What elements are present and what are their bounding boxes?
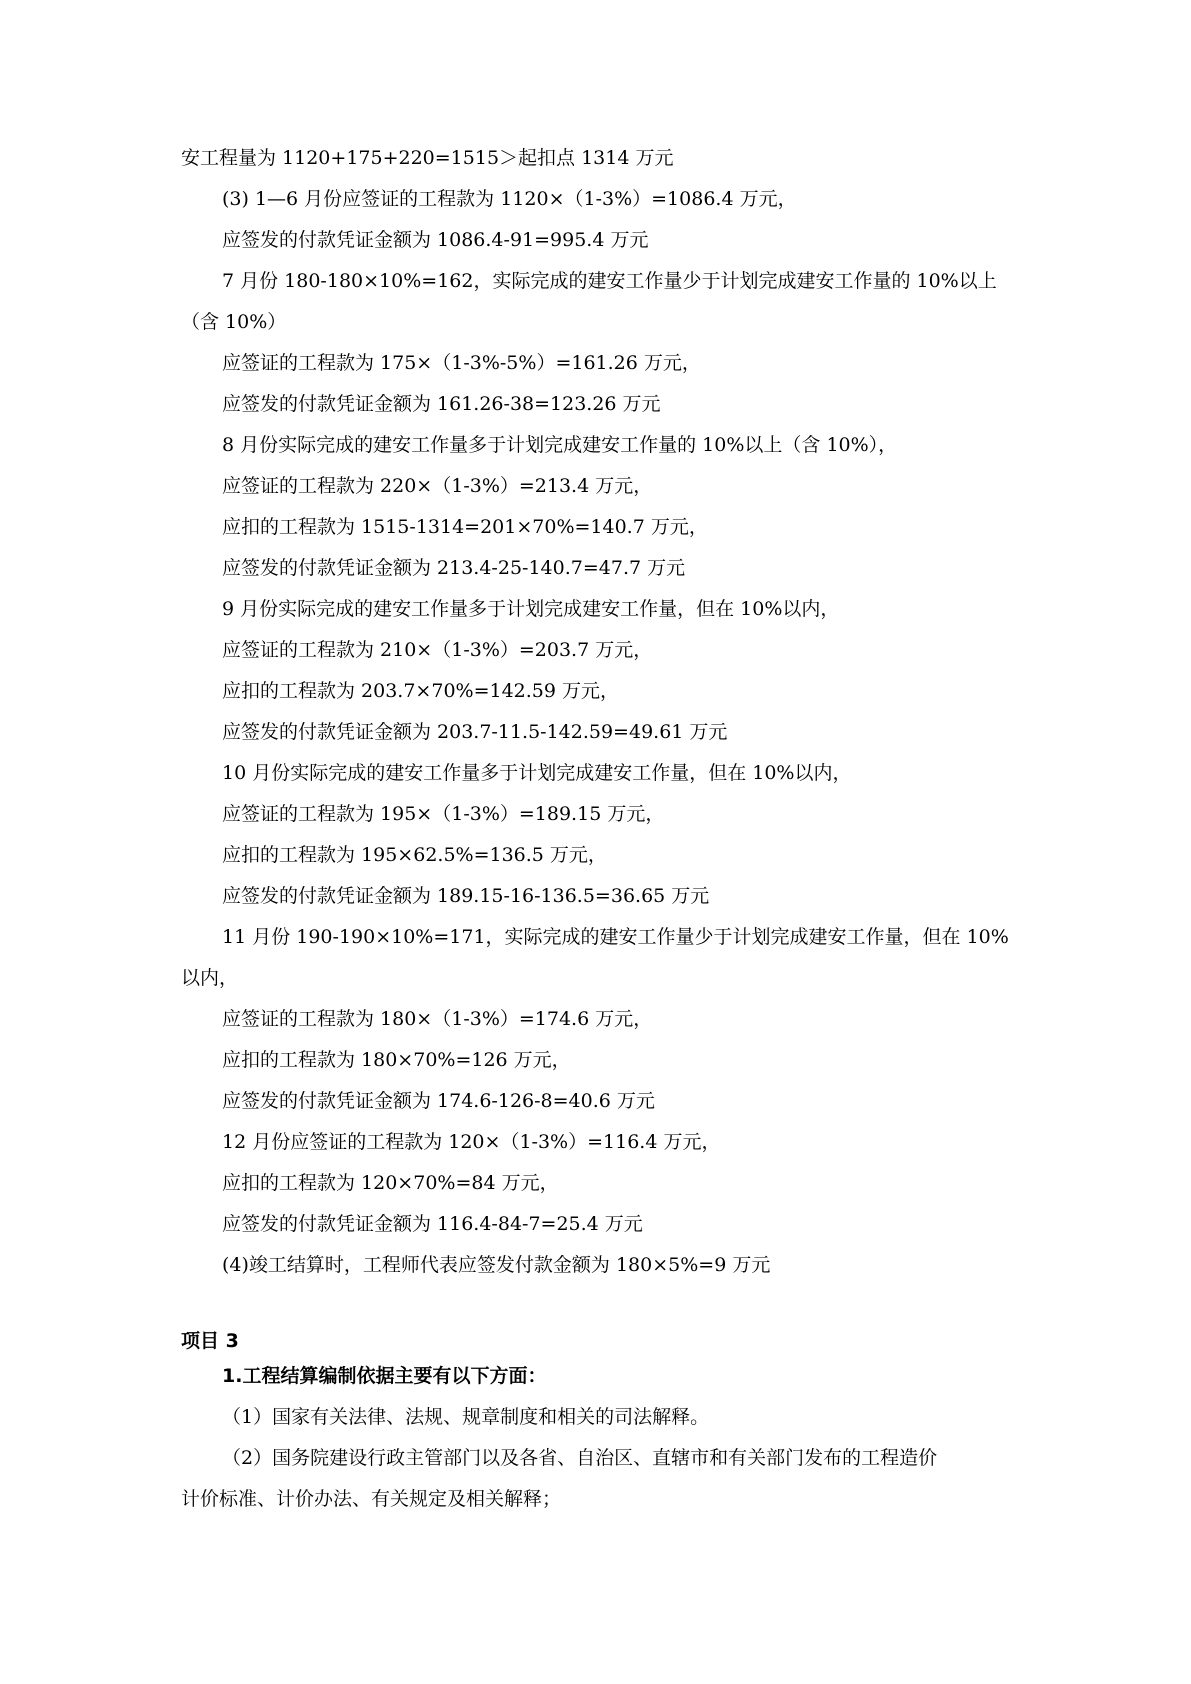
text-line: 应签发的付款凭证金额为 116.4-84-7=25.4 万元 xyxy=(222,1213,643,1235)
text-line: 应签证的工程款为 220×（1-3%）=213.4 万元， xyxy=(222,475,653,497)
text-line: 应签证的工程款为 175×（1-3%-5%）=161.26 万元， xyxy=(222,352,701,374)
text-line: 应扣的工程款为 180×70%=126 万元， xyxy=(222,1049,571,1071)
text-line: 应签发的付款凭证金额为 213.4-25-140.7=47.7 万元 xyxy=(222,557,686,579)
text-line: 10 月份实际完成的建安工作量多于计划完成建安工作量，但在 10%以内， xyxy=(222,762,852,784)
text-line: 应签发的付款凭证金额为 203.7-11.5-142.59=49.61 万元 xyxy=(222,721,728,743)
text-line: 应扣的工程款为 1515-1314=201×70%=140.7 万元， xyxy=(222,516,708,538)
text-line: （2）国务院建设行政主管部门以及各省、自治区、直辖市和有关部门发布的工程造价 xyxy=(222,1447,938,1469)
text-line: 应签发的付款凭证金额为 1086.4-91=995.4 万元 xyxy=(222,229,649,251)
text-line: 应签发的付款凭证金额为 161.26-38=123.26 万元 xyxy=(222,393,661,415)
text-line: 应签证的工程款为 180×（1-3%）=174.6 万元， xyxy=(222,1008,653,1030)
text-line: 应签发的付款凭证金额为 189.15-16-136.5=36.65 万元 xyxy=(222,885,710,907)
subsection-heading: 1.工程结算编制依据主要有以下方面： xyxy=(222,1365,547,1387)
text-line: （1）国家有关法律、法规、规章制度和相关的司法解释。 xyxy=(222,1406,710,1428)
text-line: 计价标准、计价办法、有关规定及相关解释； xyxy=(181,1488,562,1510)
text-line: 8 月份实际完成的建安工作量多于计划完成建安工作量的 10%以上（含 10%）， xyxy=(222,434,898,456)
text-line: 以内， xyxy=(181,967,239,989)
text-line: 应扣的工程款为 203.7×70%=142.59 万元， xyxy=(222,680,620,702)
text-line: (3) 1—6 月份应签证的工程款为 1120×（1-3%）=1086.4 万元， xyxy=(222,188,797,210)
text-line: （含 10%） xyxy=(181,311,287,333)
text-line: 应签证的工程款为 195×（1-3%）=189.15 万元， xyxy=(222,803,665,825)
text-line: 应签发的付款凭证金额为 174.6-126-8=40.6 万元 xyxy=(222,1090,655,1112)
text-line: (4)竣工结算时，工程师代表应签发付款金额为 180×5%=9 万元 xyxy=(222,1254,771,1276)
text-line: 7 月份 180-180×10%=162，实际完成的建安工作量少于计划完成建安工作量的 10%以上 xyxy=(222,270,997,292)
text-line: 12 月份应签证的工程款为 120×（1-3%）=116.4 万元， xyxy=(222,1131,721,1153)
text-line: 应扣的工程款为 120×70%=84 万元， xyxy=(222,1172,559,1194)
text-line: 安工程量为 1120+175+220=1515＞起扣点 1314 万元 xyxy=(181,147,674,169)
text-line: 9 月份实际完成的建安工作量多于计划完成建安工作量，但在 10%以内， xyxy=(222,598,840,620)
text-line: 11 月份 190-190×10%=171，实际完成的建安工作量少于计划完成建安工作量，但在 10% xyxy=(222,926,1009,948)
section-heading: 项目 3 xyxy=(181,1330,239,1352)
text-line: 应签证的工程款为 210×（1-3%）=203.7 万元， xyxy=(222,639,653,661)
text-line: 应扣的工程款为 195×62.5%=136.5 万元， xyxy=(222,844,607,866)
